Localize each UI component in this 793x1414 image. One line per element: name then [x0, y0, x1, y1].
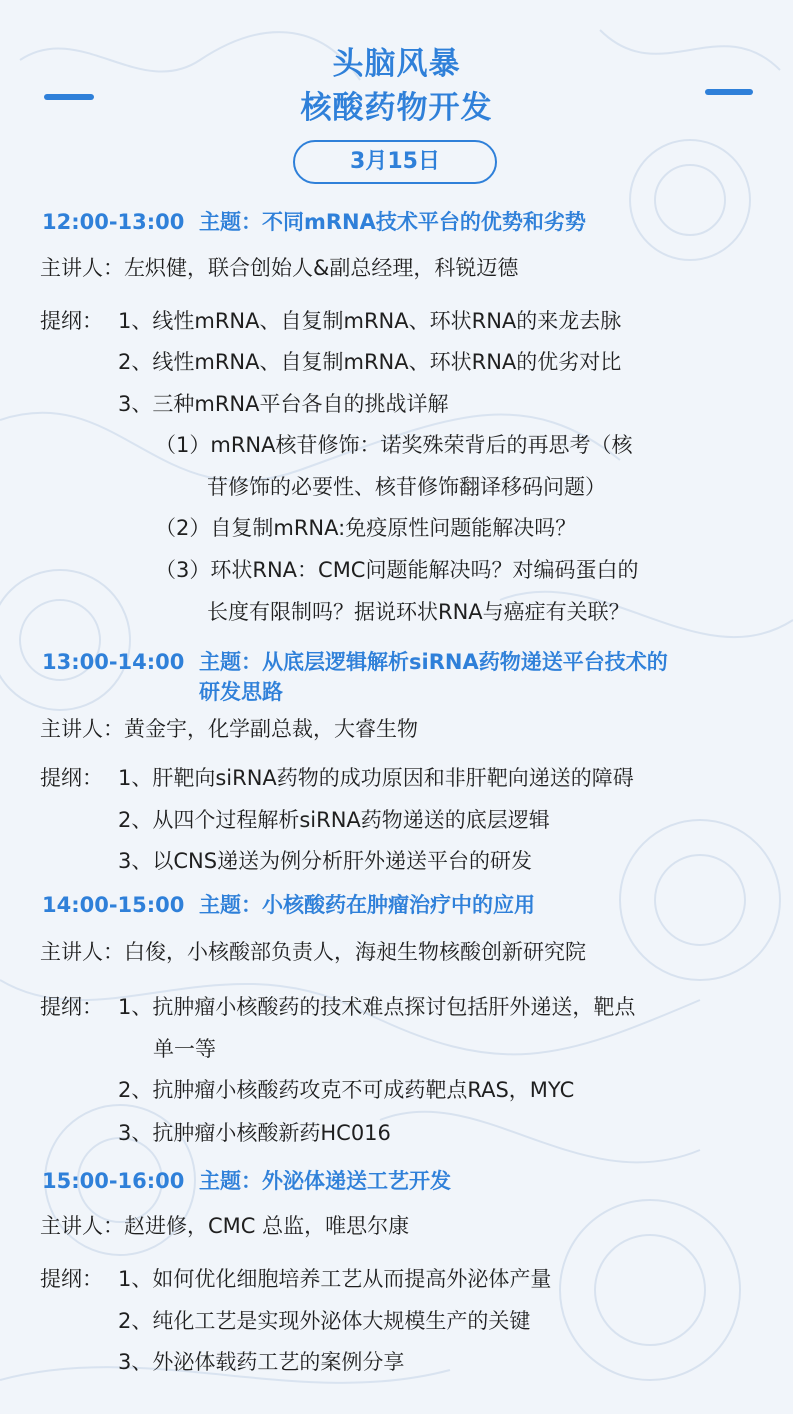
- session-2-topic-line1: 主题：从底层逻辑解析siRNA药物递送平台技术的: [199, 650, 668, 674]
- session-4-item-3: 3、外泌体载药工艺的案例分享: [118, 1350, 405, 1374]
- session-3-outline-label: 提纲：: [40, 995, 103, 1019]
- session-1-item-2: 2、线性mRNA、自复制mRNA、环状RNA的优劣对比: [118, 350, 622, 374]
- session-1-outline-label: 提纲：: [40, 309, 103, 333]
- session-2-outline-label: 提纲：: [40, 766, 103, 790]
- session-1-topic: 主题：不同mRNA技术平台的优势和劣势: [199, 210, 586, 234]
- session-1-item-3: 3、三种mRNA平台各自的挑战详解: [118, 392, 449, 416]
- session-2-topic-line2: 研发思路: [199, 680, 283, 704]
- session-2-speaker: 主讲人：黄金宇，化学副总裁，大睿生物: [40, 717, 418, 741]
- session-3-header: [42, 890, 762, 920]
- session-3-item-2: 2、抗肿瘤小核酸药攻克不可成药靶点RAS，MYC: [118, 1078, 575, 1102]
- session-4-outline-label: 提纲：: [40, 1267, 103, 1291]
- session-1-subitem-2: （2）自复制mRNA:免疫原性问题能解决吗？: [155, 516, 577, 540]
- session-3-topic: 主题：小核酸药在肿瘤治疗中的应用: [199, 893, 535, 917]
- session-4-item-2: 2、纯化工艺是实现外泌体大规模生产的关键: [118, 1309, 531, 1333]
- session-1-subitem-3-line1: （3）环状RNA：CMC问题能解决吗？对编码蛋白的: [155, 558, 639, 582]
- session-1-header: [42, 207, 762, 237]
- session-3-item-1: 1、抗肿瘤小核酸药的技术难点探讨包括肝外递送，靶点: [118, 995, 636, 1019]
- page-title-line2: 核酸药物开发: [300, 90, 493, 126]
- session-1-time: 12:00-13:00: [42, 210, 185, 234]
- session-1-subitem-1-line2: 苷修饰的必要性、核苷修饰翻译移码问题）: [207, 475, 606, 499]
- session-1-subitem-1-line1: （1）mRNA核苷修饰：诺奖殊荣背后的再思考（核: [155, 433, 633, 457]
- session-2-item-3: 3、以CNS递送为例分析肝外递送平台的研发: [118, 849, 533, 873]
- session-2-item-1: 1、肝靶向siRNA药物的成功原因和非肝靶向递送的障碍: [118, 766, 634, 790]
- session-1-speaker: 主讲人：左炽健，联合创始人&副总经理，科锐迈德: [40, 256, 519, 280]
- session-3-speaker: 主讲人：白俊，小核酸部负责人，海昶生物核酸创新研究院: [40, 940, 586, 964]
- session-3-item-1-cont: 单一等: [153, 1037, 216, 1061]
- session-1-subitem-3-line2: 长度有限制吗？据说环状RNA与癌症有关联？: [207, 600, 630, 624]
- page-title-line1: 头脑风暴: [332, 46, 461, 82]
- session-1-item-1: 1、线性mRNA、自复制mRNA、环状RNA的来龙去脉: [118, 309, 622, 333]
- session-2-item-2: 2、从四个过程解析siRNA药物递送的底层逻辑: [118, 808, 550, 832]
- session-4-item-1: 1、如何优化细胞培养工艺从而提高外泌体产量: [118, 1267, 552, 1291]
- session-4-topic: 主题：外泌体递送工艺开发: [199, 1169, 451, 1193]
- session-4-speaker: 主讲人：赵进修，CMC 总监，唯思尔康: [40, 1214, 410, 1238]
- session-3-time: 14:00-15:00: [42, 893, 185, 917]
- session-4-header: [42, 1166, 762, 1196]
- session-2-time: 13:00-14:00: [42, 650, 185, 674]
- session-4-time: 15:00-16:00: [42, 1169, 185, 1193]
- session-2-header: [42, 647, 772, 707]
- session-3-item-3: 3、抗肿瘤小核酸新药HC016: [118, 1121, 391, 1145]
- date-badge: 3月15日: [293, 140, 497, 184]
